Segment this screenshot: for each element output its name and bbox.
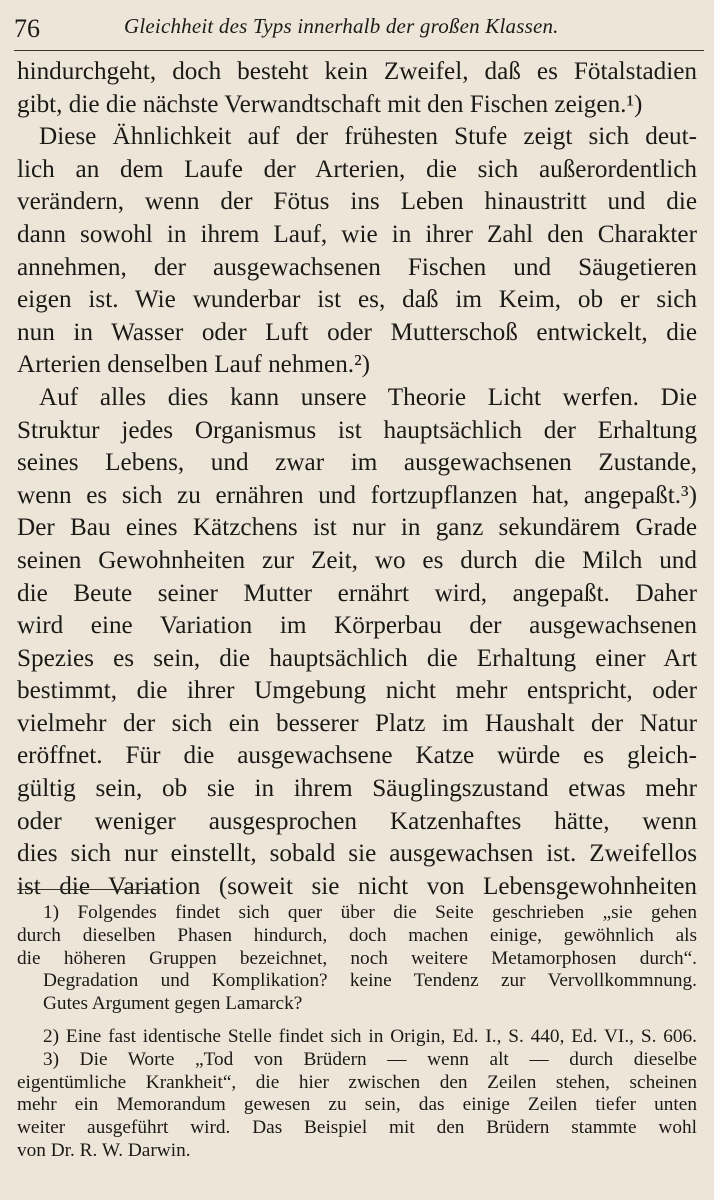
footnotes bbox=[17, 902, 697, 1163]
footnote-line: die höheren Gruppen bezeichnet, noch weitere Metamorphosen durch“. bbox=[17, 947, 697, 969]
page-number: 76 bbox=[14, 14, 40, 43]
text-line: hindurchgeht, doch besteht kein Zweifel, daß es Fötalstadien bbox=[17, 58, 697, 85]
text-line: eigen ist. Wie wunderbar ist es, daß im Keim, ob er sich bbox=[17, 286, 697, 314]
footnote-line: 2) Eine fast identische Stelle findet sich in Origin, Ed. I., S. 440, Ed. VI., S. 606. bbox=[43, 1025, 697, 1047]
text-line: oder weniger ausgesprochen Katzenhaftes hätte, wenn bbox=[17, 807, 697, 835]
text-line: bestimmt, die ihrer Umgebung nicht mehr entspricht, oder bbox=[17, 677, 697, 705]
text-line: seines Lebens, und zwar im ausgewachsenen Zustande, bbox=[17, 449, 697, 477]
text-line: verändern, wenn der Fötus ins Leben hinaustritt und die bbox=[17, 188, 697, 216]
text-line: Diese Ähnlichkeit auf der frühesten Stufe zeigt sich deut- bbox=[39, 123, 697, 151]
text-line: Struktur jedes Organismus ist hauptsächlich der Erhaltung bbox=[17, 416, 697, 444]
text-line: dies sich nur einstellt, sobald sie ausgewachsen ist. Zweifellos bbox=[17, 840, 697, 868]
footnote-line: Degradation und Komplikation? keine Tendenz zur Vervollkommnung. bbox=[43, 970, 697, 992]
text-line: die Beute seiner Mutter ernährt wird, angepaßt. Daher bbox=[17, 579, 697, 607]
footnote-line: weiter ausgeführt wird. Das Beispiel mit den Brüdern stammte wohl bbox=[17, 1117, 697, 1139]
text-line: wird eine Variation im Körperbau der ausgewachsenen bbox=[17, 612, 697, 640]
footnote-line: Gutes Argument gegen Lamarck? bbox=[43, 993, 303, 1015]
text-line: vielmehr der sich ein besserer Platz im Haushalt der Natur bbox=[17, 709, 697, 737]
text-line: dann sowohl in ihrem Lauf, wie in ihrer Zahl den Charakter bbox=[17, 220, 697, 248]
footnote-line: mehr ein Memorandum gewesen zu sein, das einige Zeilen tiefer unten bbox=[17, 1094, 697, 1116]
footnote-line: 1) Folgendes findet sich quer über die Seite geschrieben „sie gehen bbox=[43, 902, 697, 923]
running-title: Gleichheit des Typs innerhalb der großen Klassen. bbox=[124, 14, 559, 38]
text-line: Der Bau eines Kätzchens ist nur in ganz sekundärem Grade bbox=[17, 514, 697, 542]
footnote-line: 3) Die Worte „Tod von Brüdern — wenn alt — durch dieselbe bbox=[43, 1048, 697, 1070]
text-line: Spezies es sein, die hauptsächlich die Erhaltung einer Art bbox=[17, 644, 697, 672]
footnote-line: von Dr. R. W. Darwin. bbox=[17, 1139, 191, 1161]
text-line: Arterien denselben Lauf nehmen.²) bbox=[17, 351, 371, 379]
footnote-divider bbox=[17, 889, 162, 890]
footnote-line: durch dieselben Phasen hindurch, doch machen einige, gewöhnlich als bbox=[17, 924, 697, 946]
text-line: nun in Wasser oder Luft oder Mutterschoß entwickelt, die bbox=[17, 318, 697, 346]
text-line: gültig sein, ob sie in ihrem Säuglingszustand etwas mehr bbox=[17, 775, 697, 803]
text-line: eröffnet. Für die ausgewachsene Katze würde es gleich- bbox=[17, 742, 697, 770]
footnote-line: eigentümliche Krankheit“, die hier zwischen den Zeilen stehen, scheinen bbox=[17, 1071, 697, 1093]
page-header bbox=[14, 10, 704, 51]
main-text bbox=[17, 56, 697, 903]
text-line: seinen Gewohnheiten zur Zeit, wo es durch die Milch und bbox=[17, 546, 697, 574]
text-line: annehmen, der ausgewachsenen Fischen und Säugetieren bbox=[17, 253, 697, 281]
text-line: ist die Variation (soweit sie nicht von Lebensgewohnheiten bbox=[17, 872, 697, 900]
text-line: Auf alles dies kann unsere Theorie Licht werfen. Die bbox=[39, 383, 697, 411]
text-line: wenn es sich zu ernähren und fortzupflanzen hat, angepaßt.³) bbox=[17, 481, 697, 509]
text-line: lich an dem Laufe der Arterien, die sich außerordentlich bbox=[17, 155, 697, 183]
text-line: gibt, die die nächste Verwandtschaft mit den Fischen zeigen.¹) bbox=[17, 90, 643, 118]
